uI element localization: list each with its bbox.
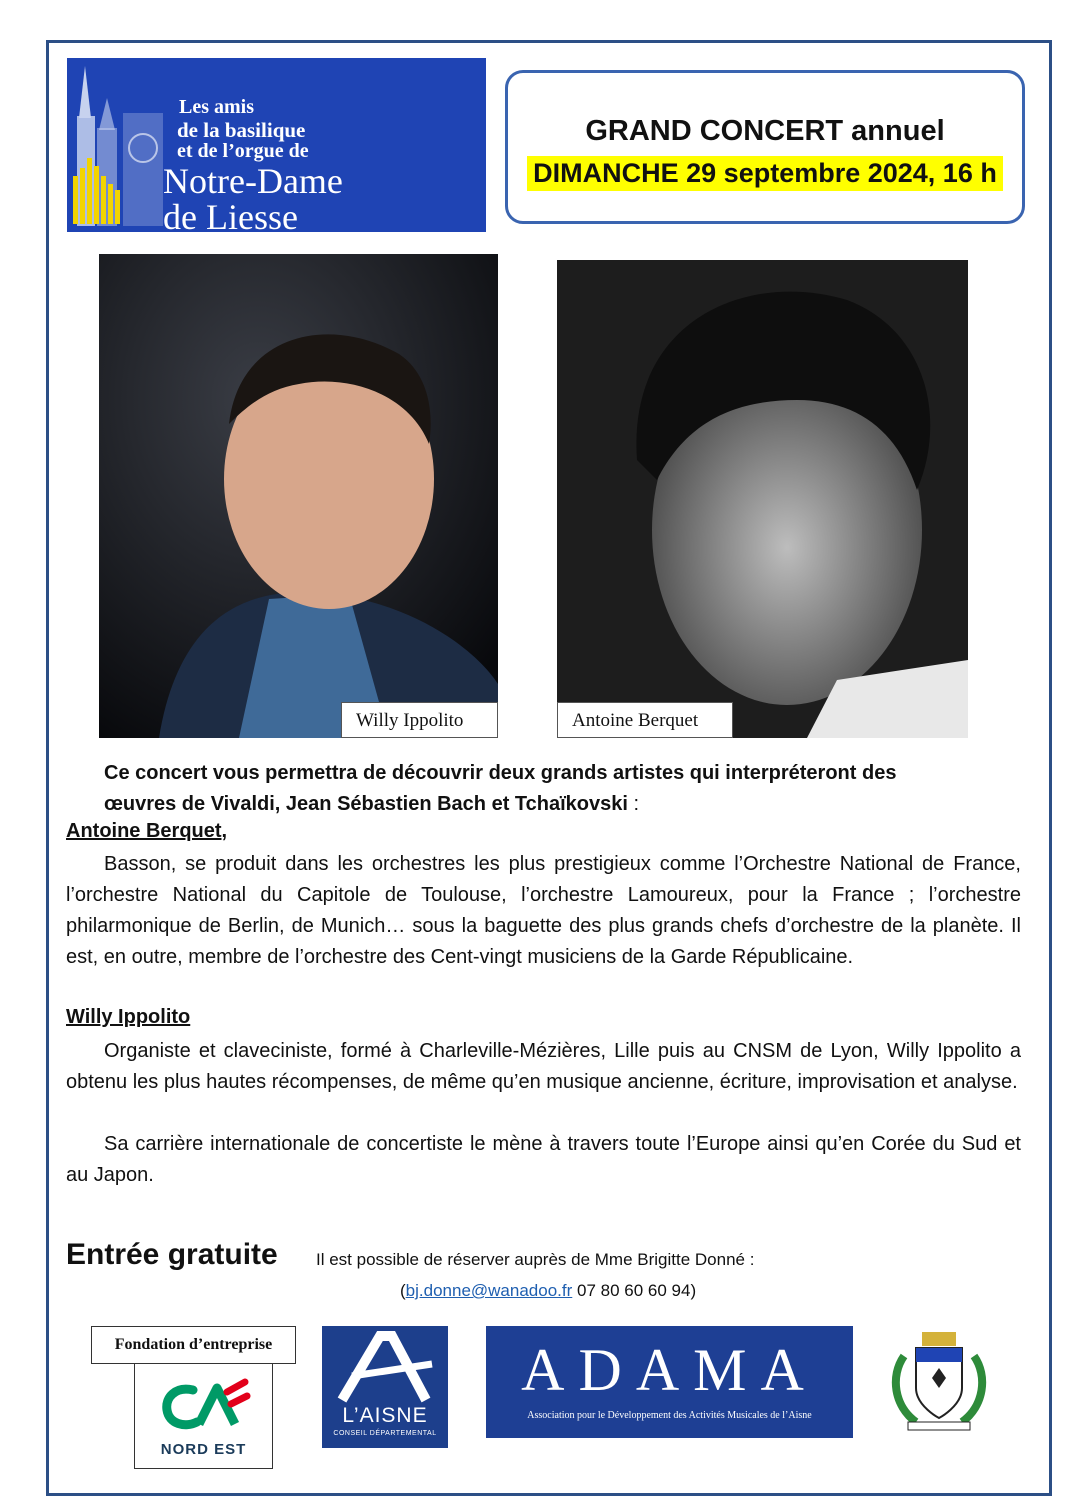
basilica-icon: [67, 58, 177, 232]
free-entry: Entrée gratuite: [66, 1238, 278, 1271]
portrait-icon: [99, 254, 498, 738]
email-link[interactable]: bj.donne@wanadoo.fr: [405, 1281, 573, 1300]
adama-full-name: Association pour le Développement des Activités Musicales de l’Aisne: [527, 1410, 812, 1421]
aisne-name: L’AISNE: [342, 1404, 428, 1427]
fondation-label: Fondation d’entreprise: [91, 1326, 296, 1364]
photo-antoine-berquet: [557, 260, 968, 738]
contact-open-paren: (: [400, 1281, 406, 1300]
logo-line-4: Notre-Dame: [163, 161, 343, 201]
concert-title-box: [505, 70, 1025, 224]
caption-willy-ippolito: Willy Ippolito: [341, 702, 498, 738]
ca-region: NORD EST: [160, 1441, 247, 1458]
aisne-subtitle: CONSEIL DÉPARTEMENTAL: [333, 1430, 437, 1437]
ippolito-bio-2: Sa carrière internationale de concertiste le mène à travers toute l’Europe ainsi qu’en Corée du Sud et au Japon.: [66, 1133, 1021, 1186]
phone-number: 07 80 60 60 94): [572, 1281, 697, 1300]
portrait-icon: [557, 260, 968, 738]
intro-line-2: œuvres de Vivaldi, Jean Sébastien Bach et Tchaïkovski: [104, 793, 628, 815]
logo-line-2: de la basilique: [177, 118, 306, 142]
concert-date: DIMANCHE 29 septembre 2024, 16 h: [527, 156, 1003, 191]
intro-tail: :: [627, 793, 640, 815]
aisne-logo: [322, 1326, 448, 1448]
photo-willy-ippolito: [99, 254, 498, 738]
association-logo: [67, 58, 486, 232]
town-crest: [886, 1326, 992, 1442]
credit-agricole-logo: [134, 1363, 273, 1469]
ca-icon: [135, 1370, 274, 1450]
heading-antoine-berquet: Antoine Berquet,: [66, 820, 228, 842]
logo-line-1: Les amis: [179, 96, 254, 118]
adama-logo: [486, 1326, 853, 1438]
intro-line-1: Ce concert vous permettra de découvrir deux grands artistes qui interpréteront des: [104, 762, 897, 784]
berquet-bio: Basson, se produit dans les orchestres les plus prestigieux comme l’Orchestre National de France, l’orchestre National du Capitole de Toulouse, l’orchestre Lamoureux, pour la France ; l’orchestre philarmonique de Berlin, de Munich… sous la baguette des plus grands chefs d’orchestre de la planète. Il est, en outre, membre de l’orchestre des Cent-vingt musiciens de la Garde Républicaine.: [66, 853, 1021, 968]
contact-line: [400, 1281, 696, 1301]
intro-text: [104, 758, 1004, 820]
heading-willy-ippolito: Willy Ippolito: [66, 1006, 191, 1028]
ippolito-bio-1: Organiste et claveciniste, formé à Charleville-Mézières, Lille puis au CNSM de Lyon, Willy Ippolito a obtenu les plus hautes récompenses, de même qu’en musique ancienne, écriture, improvisation et analyse.: [66, 1040, 1021, 1093]
reservation-text: Il est possible de réserver auprès de Mme Brigitte Donné :: [316, 1250, 755, 1269]
caption-antoine-berquet: Antoine Berquet: [557, 702, 733, 738]
logo-line-5: de Liesse: [163, 197, 298, 232]
concert-title: GRAND CONCERT annuel: [585, 115, 945, 147]
aisne-a-icon: [322, 1326, 448, 1406]
logo-line-3: et de l’orgue de: [177, 140, 309, 162]
coat-of-arms-icon: [886, 1326, 992, 1442]
adama-name: ADAMA: [521, 1337, 818, 1403]
